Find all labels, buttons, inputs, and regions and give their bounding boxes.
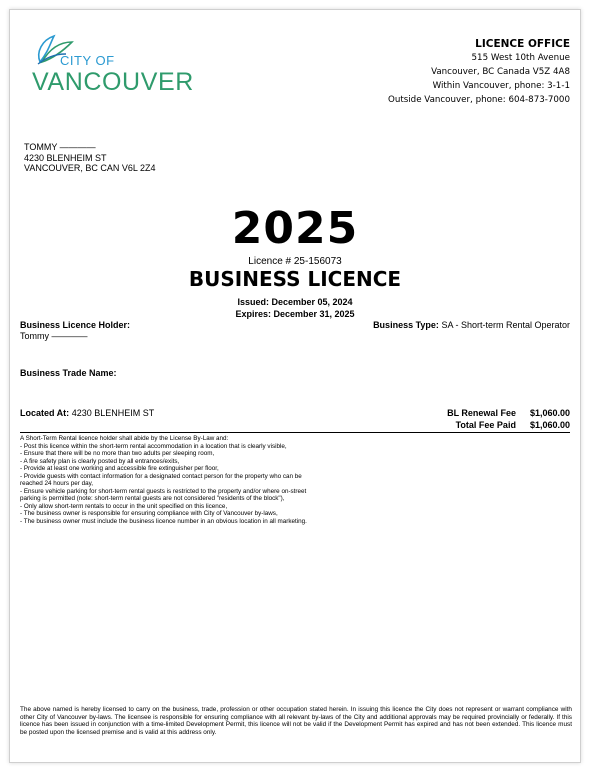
fee-table (433, 408, 570, 431)
fee-label: BL Renewal Fee (447, 408, 516, 418)
legal-footer: The above named is hereby licensed to carry on the business, trade, profession or other occupation stated herein. In issuing this licence the City does not represent or warrant compliance with other City of Vancouver by-laws. The licensee is responsible for ensuring compliance with all relevant by-laws of the City and additional approvals may be required provincially or federally. If this licence has been issued in conjunction with a time-limited Development Permit, this licence will not be valid if the Development Permit has expired and has not been extended. This licence must be posted upon the licensed premise and is valid at this address only. (20, 706, 572, 737)
logo-text-vancouver: VANCOUVER (32, 68, 194, 96)
fee-amount: $1,060.00 (529, 419, 570, 430)
office-line: Vancouver, BC Canada V5Z 4A8 (431, 67, 570, 77)
business-type-label: Business Type: (373, 320, 439, 330)
issued-date: Issued: December 05, 2024 (237, 297, 353, 307)
condition-line: - The business owner is responsible for ensuring compliance with City of Vancouver by-laws, (20, 510, 278, 518)
holder-value: Tommy ———— (20, 331, 88, 341)
condition-line: - Only allow short-term rentals to occur in the unit specified on this licence, (20, 502, 228, 510)
licence-title: BUSINESS LICENCE (188, 267, 402, 291)
expires-date: Expires: December 31, 2025 (235, 309, 355, 319)
location (20, 408, 154, 418)
business-type (373, 320, 570, 330)
condition-line: - Ensure vehicle parking for short-term rental guests is restricted to the property and/or where on-street parking is permitted (note: short-term rental guests are not considered "residents of the block"), (20, 487, 307, 503)
condition-line: - Provide at least one working and accessible fire extinguisher per floor, (20, 465, 219, 473)
licence-year: 2025 (231, 203, 359, 254)
condition-line: - The business owner must include the business licence number in an obvious location in all marketing. (20, 518, 307, 526)
licence-number: Licence # 25-156073 (248, 256, 342, 267)
office-line: Outside Vancouver, phone: 604-873-7000 (387, 95, 570, 105)
licence-dates (10, 296, 580, 320)
office-line: Within Vancouver, phone: 3-1-1 (432, 81, 570, 91)
condition-line: - Ensure that there will be no more than two adults per sleeping room, (20, 450, 215, 458)
divider (20, 432, 570, 433)
office-line: 515 West 10th Avenue (471, 53, 570, 63)
location-label: Located At: (20, 408, 70, 418)
condition-line: - Provide guests with contact information for a designated contact person for the property who can be reached 24 hours per day, (20, 472, 302, 488)
fee-label: Total Fee Paid (455, 419, 516, 430)
fee-row (433, 408, 570, 420)
condition-line: - A fire safety plan is clearly posted by all entrances/exits, (20, 457, 180, 465)
condition-line: - Post this licence within the short-term rental accommodation in a location that is clearly visible, (20, 442, 287, 450)
trade-name-label: Business Trade Name: (20, 368, 117, 378)
licence-office-block (388, 38, 570, 107)
business-type-value: SA - Short-term Rental Operator (441, 320, 570, 330)
office-title: LICENCE OFFICE (475, 38, 570, 50)
mailing-address (24, 142, 156, 174)
licence-conditions (20, 435, 320, 526)
fee-row (433, 420, 570, 432)
logo-text-city-of: CITY OF (60, 53, 115, 68)
fee-amount: $1,060.00 (529, 408, 570, 418)
address-line: TOMMY ———— (24, 142, 96, 152)
condition-line: A Short-Term Rental licence holder shall abide by the License By-Law and: (20, 435, 229, 442)
holder-label: Business Licence Holder: (20, 320, 131, 330)
trade-name (20, 368, 117, 378)
location-value: 4230 BLENHEIM ST (71, 408, 155, 418)
address-line: VANCOUVER, BC CAN V6L 2Z4 (24, 163, 156, 173)
licence-document (9, 9, 581, 763)
address-line: 4230 BLENHEIM ST (24, 152, 107, 163)
